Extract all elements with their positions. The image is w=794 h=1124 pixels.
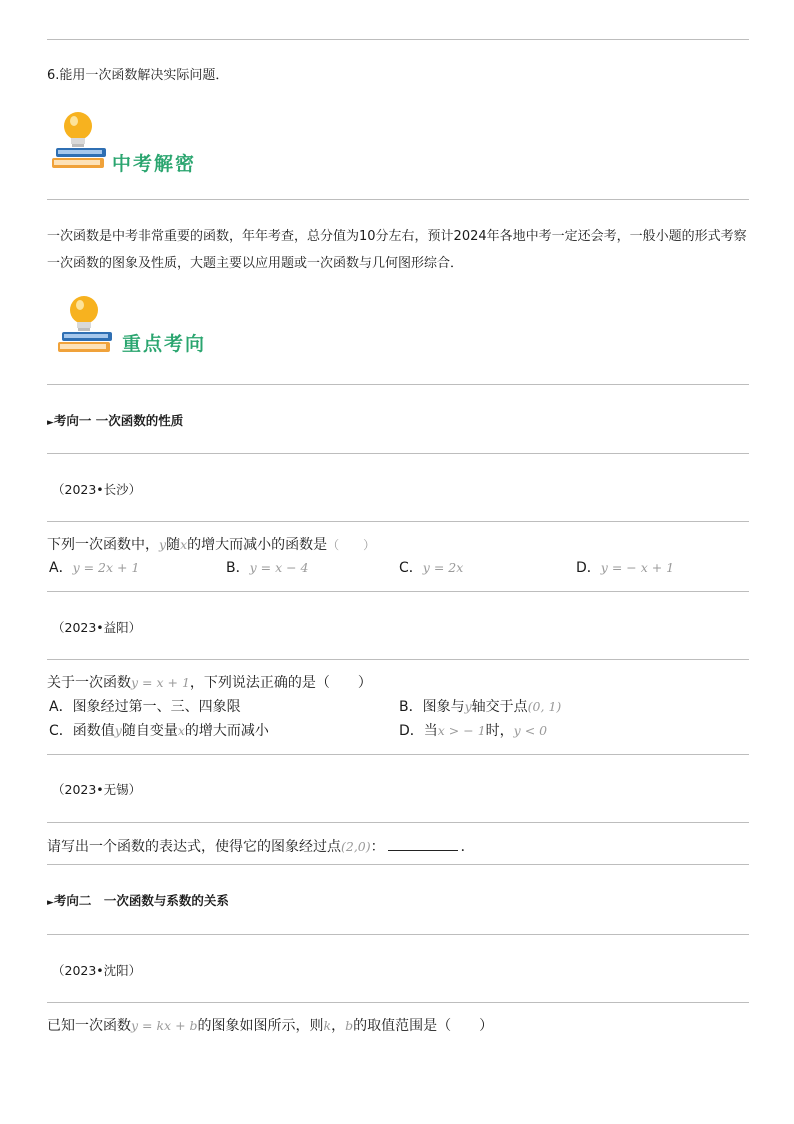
option-label: A． [49, 560, 73, 576]
divider [47, 591, 749, 592]
math-var: x [177, 723, 185, 738]
stem-text: 的取值范围是（ ） [353, 1018, 494, 1034]
divider [47, 384, 749, 385]
math-expr: (0, 1) [527, 699, 562, 714]
answer-paren: （ ） [327, 538, 376, 552]
badge-title: 中考解密 [112, 153, 197, 175]
description-paragraph: 一次函数是中考非常重要的函数，年年考查，总分值为10分左右，预计2024年各地中考一定还会考，一般小题的形式考察一次函数的图象及性质，大题主要以应用题或一次函数与几何图形综合． [47, 229, 747, 271]
option-a [49, 558, 139, 578]
option-text: B．图象与 [399, 699, 465, 715]
divider [47, 39, 749, 40]
stem-text: ， [331, 1018, 346, 1034]
question-source: （2023•益阳） [52, 620, 142, 635]
lightbulb-books-icon [54, 292, 118, 358]
section-title: 考向二 一次函数与系数的关系 [53, 893, 229, 908]
answer-blank[interactable] [388, 836, 458, 851]
math-expr: y = kx + b [131, 1018, 198, 1033]
arrow-marker-icon: ► [47, 418, 54, 428]
stem-text: 请写出一个函数的表达式，使得它的图象经过点 [47, 839, 341, 855]
option-text: D．当 [399, 723, 438, 739]
option-text: 时， [485, 723, 514, 739]
math-expr: (2,0) [341, 839, 371, 854]
question-source: （2023•沈阳） [52, 963, 142, 978]
divider [47, 934, 749, 935]
lightbulb-books-icon [48, 108, 112, 174]
option-c [49, 721, 269, 741]
option-expr: y = 2x [422, 560, 464, 575]
question-source: （2023•长沙） [52, 482, 142, 497]
math-var: x [180, 537, 188, 552]
stem-text: ： [370, 839, 385, 855]
option-text: C．函数值 [49, 723, 115, 739]
question-stem [47, 836, 475, 857]
divider [47, 754, 749, 755]
option-b [226, 558, 309, 578]
math-expr: y < 0 [513, 723, 548, 738]
objective-item: 6.能用一次函数解决实际问题． [47, 68, 229, 83]
stem-text: ，下列说法正确的是（ ） [189, 675, 372, 691]
math-var: y [464, 699, 472, 714]
stem-text: 已知一次函数 [47, 1018, 131, 1034]
section-heading-2 [47, 892, 229, 912]
divider [47, 1002, 749, 1003]
stem-text: ． [460, 839, 475, 855]
stem-text: 下列一次函数中， [47, 537, 159, 553]
option-text: 的增大而减小 [184, 723, 269, 739]
stem-text: 的图象如图所示，则 [197, 1018, 324, 1034]
option-expr: y = 2x + 1 [72, 560, 140, 575]
option-d [399, 721, 547, 741]
stem-text: 关于一次函数 [47, 675, 131, 691]
option-text: 随自变量 [121, 723, 178, 739]
option-d [576, 558, 674, 578]
option-expr: y = − x + 1 [600, 560, 675, 575]
option-expr: y = x − 4 [249, 560, 309, 575]
math-expr: x > − 1 [437, 723, 486, 738]
divider [47, 521, 749, 522]
option-c [399, 558, 463, 578]
divider [47, 659, 749, 660]
math-expr: y = x + 1 [131, 675, 190, 690]
section-heading-1 [47, 412, 183, 432]
option-label: C． [399, 560, 423, 576]
badge-key-directions [54, 292, 224, 362]
option-label: B． [226, 560, 250, 576]
math-var: k [323, 1018, 332, 1033]
question-stem [47, 535, 375, 555]
option-text: 轴交于点 [471, 699, 528, 715]
divider [47, 453, 749, 454]
question-source: （2023•无锡） [52, 782, 142, 797]
divider [47, 199, 749, 200]
section-title: 考向一 一次函数的性质 [53, 413, 184, 428]
math-var: y [159, 537, 167, 552]
badge-exam-insight [48, 108, 218, 178]
divider [47, 864, 749, 865]
badge-title: 重点考向 [122, 333, 207, 355]
math-var: y [114, 723, 122, 738]
stem-text: 的增大而减小的函数是 [187, 537, 328, 553]
option-label: D． [576, 560, 601, 576]
question-stem [47, 1016, 493, 1036]
stem-text: 随 [166, 537, 181, 553]
divider [47, 822, 749, 823]
math-var: b [345, 1018, 354, 1033]
option-a: A．图象经过第一、三、四象限 [49, 699, 241, 715]
option-b [399, 697, 561, 717]
arrow-marker-icon: ► [47, 898, 54, 908]
question-stem [47, 673, 372, 693]
